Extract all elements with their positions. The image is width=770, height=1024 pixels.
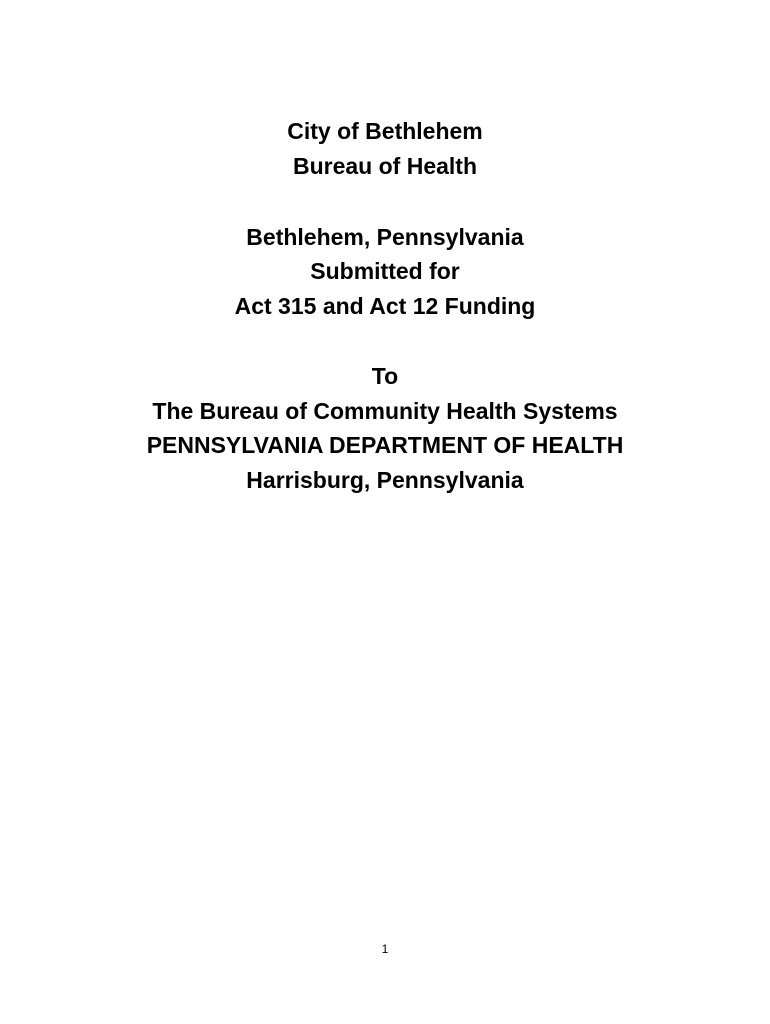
page-number: 1	[381, 942, 389, 956]
submitted-for-line: Submitted for	[310, 258, 460, 284]
recipient-department-line: PENNSYLVANIA DEPARTMENT OF HEALTH	[146, 432, 624, 458]
funding-line: Act 315 and Act 12 Funding	[234, 293, 536, 319]
bureau-name: Bureau of Health	[292, 153, 478, 179]
location-line: Bethlehem, Pennsylvania	[246, 224, 524, 250]
recipient-bureau-line: The Bureau of Community Health Systems	[152, 398, 618, 424]
city-name: City of Bethlehem	[287, 118, 483, 144]
to-line: To	[371, 363, 399, 389]
recipient-location-line: Harrisburg, Pennsylvania	[246, 467, 524, 493]
